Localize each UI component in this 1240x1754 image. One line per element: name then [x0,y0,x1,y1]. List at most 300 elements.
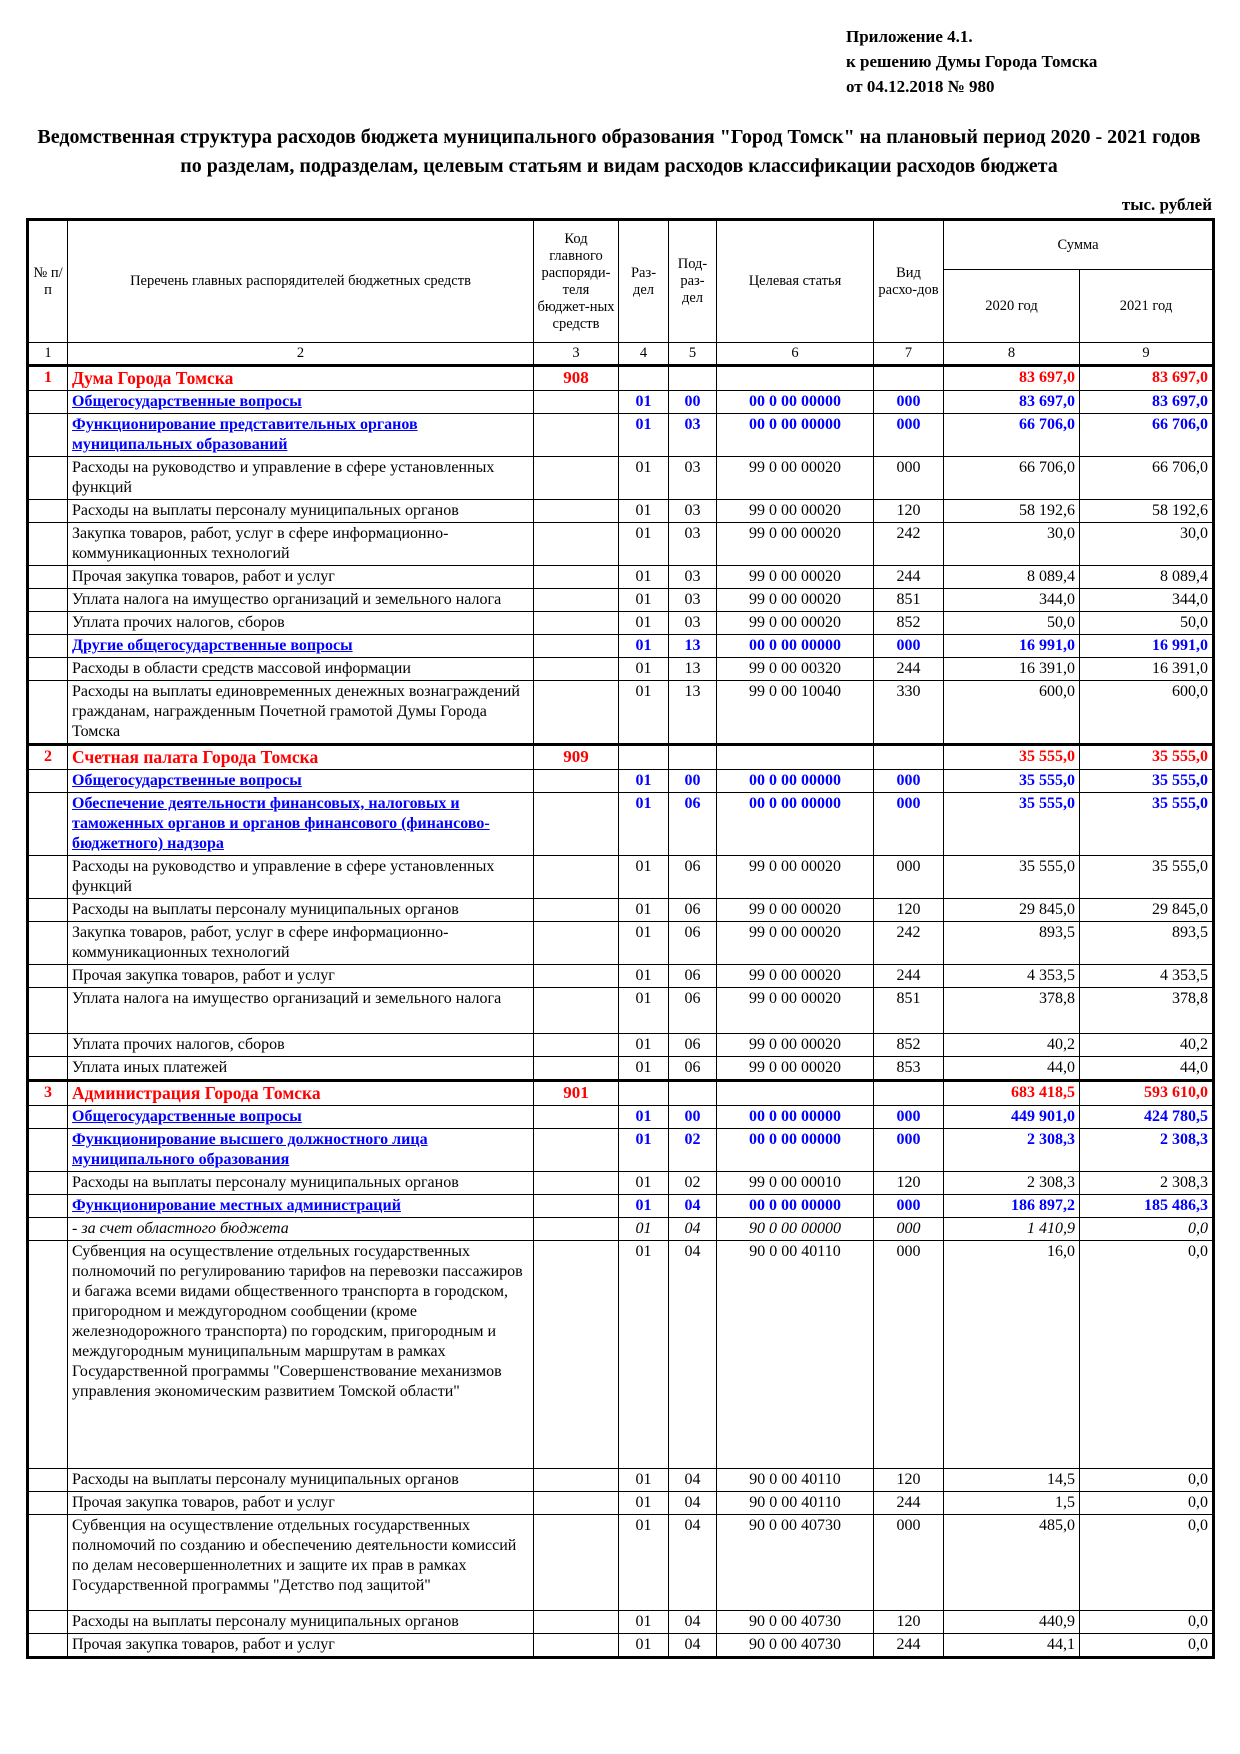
cell-expense-type: 244 [874,965,944,988]
budget-table-body [28,366,1214,1658]
cell-target-article: 00 0 00 00000 [717,1195,874,1218]
cell-sum-2021: 40,2 [1080,1034,1214,1057]
cell-podrazdel: 03 [669,523,717,566]
cell-expense-type: 244 [874,566,944,589]
cell-num [28,589,68,612]
cell-num [28,391,68,414]
cell-sum-2021: 83 697,0 [1080,366,1214,391]
col-number: 1 [28,343,68,366]
col-number: 7 [874,343,944,366]
cell-expense-type: 000 [874,793,944,856]
cell-target-article: 00 0 00 00000 [717,1129,874,1172]
cell-target-article [717,745,874,770]
cell-num [28,1218,68,1241]
cell-target-article: 99 0 00 00020 [717,899,874,922]
cell-sum-2021: 16 991,0 [1080,635,1214,658]
cell-sum-2020: 449 901,0 [944,1106,1080,1129]
cell-sum-2020: 66 706,0 [944,414,1080,457]
cell-podrazdel: 00 [669,1106,717,1129]
table-row [28,1057,1214,1081]
cell-name: Расходы на выплаты персоналу муниципальных органов [68,1469,534,1492]
cell-sum-2021: 600,0 [1080,681,1214,745]
table-row [28,457,1214,500]
cell-expense-type: 852 [874,612,944,635]
cell-code [534,1218,619,1241]
cell-code: 901 [534,1081,619,1106]
cell-target-article: 90 0 00 40110 [717,1469,874,1492]
cell-podrazdel: 13 [669,681,717,745]
cell-code [534,1469,619,1492]
cell-podrazdel: 06 [669,988,717,1034]
cell-podrazdel: 04 [669,1611,717,1634]
cell-code [534,1034,619,1057]
cell-sum-2020: 600,0 [944,681,1080,745]
cell-target-article: 90 0 00 40730 [717,1634,874,1658]
cell-name: Прочая закупка товаров, работ и услуг [68,1492,534,1515]
cell-num [28,793,68,856]
table-row [28,899,1214,922]
subsection-label: Другие общегосударственные вопросы [72,637,353,654]
cell-expense-type: 000 [874,391,944,414]
subsection-label: Функционирование представительных органов муниципальных образований [72,416,418,453]
cell-target-article: 99 0 00 00020 [717,988,874,1034]
cell-code [534,612,619,635]
cell-expense-type: 120 [874,1469,944,1492]
cell-expense-type: 120 [874,1172,944,1195]
subsection-label: Функционирование местных администраций [72,1197,401,1214]
cell-sum-2020: 2 308,3 [944,1129,1080,1172]
cell-name: Уплата иных платежей [68,1057,534,1081]
cell-target-article: 00 0 00 00000 [717,793,874,856]
cell-sum-2021: 50,0 [1080,612,1214,635]
cell-num: 3 [28,1081,68,1106]
cell-podrazdel: 06 [669,793,717,856]
cell-code [534,1634,619,1658]
table-row [28,566,1214,589]
cell-razdel: 01 [619,612,669,635]
cell-num [28,1129,68,1172]
table-row [28,366,1214,391]
cell-target-article: 99 0 00 00020 [717,922,874,965]
header-row-colnums [28,343,1214,366]
cell-target-article: 99 0 00 00020 [717,566,874,589]
cell-expense-type: 244 [874,1492,944,1515]
cell-num [28,414,68,457]
cell-num [28,457,68,500]
cell-sum-2020: 1 410,9 [944,1218,1080,1241]
table-row [28,770,1214,793]
cell-code [534,566,619,589]
cell-expense-type: 000 [874,1195,944,1218]
cell-podrazdel: 00 [669,391,717,414]
cell-razdel: 01 [619,1218,669,1241]
col-number: 3 [534,343,619,366]
cell-razdel: 01 [619,1634,669,1658]
cell-podrazdel: 06 [669,1034,717,1057]
cell-podrazdel: 00 [669,770,717,793]
cell-sum-2020: 83 697,0 [944,391,1080,414]
cell-code [534,1241,619,1469]
cell-num [28,899,68,922]
cell-target-article: 00 0 00 00000 [717,391,874,414]
cell-sum-2021: 0,0 [1080,1611,1214,1634]
cell-expense-type: 120 [874,899,944,922]
cell-name: Субвенция на осуществление отдельных государственных полномочий по регулированию тарифов на перевозки пассажиров и багажа всеми видами общественного транспорта в городском, пригородном и междугородном сообщении (кроме железнодорожного транспорта) по городским, пригородным и междугородным муниципальным маршрутам в рамках Государственной программы "Совершенствование механизмов управления экономическим развитием Томской области" [68,1241,534,1469]
cell-code [534,1057,619,1081]
table-row [28,1081,1214,1106]
table-row [28,681,1214,745]
cell-num [28,658,68,681]
table-row [28,1218,1214,1241]
table-row [28,856,1214,899]
cell-target-article: 99 0 00 00020 [717,856,874,899]
cell-podrazdel: 03 [669,500,717,523]
cell-code [534,1515,619,1611]
cell-name [68,391,534,414]
cell-expense-type: 000 [874,856,944,899]
cell-name: - за счет областного бюджета [68,1218,534,1241]
cell-code [534,1611,619,1634]
cell-name [68,1129,534,1172]
cell-sum-2020: 35 555,0 [944,856,1080,899]
cell-razdel: 01 [619,391,669,414]
cell-num [28,1106,68,1129]
cell-expense-type: 852 [874,1034,944,1057]
cell-razdel: 01 [619,566,669,589]
cell-sum-2020: 683 418,5 [944,1081,1080,1106]
cell-code [534,1106,619,1129]
cell-sum-2020: 2 308,3 [944,1172,1080,1195]
cell-sum-2020: 440,9 [944,1611,1080,1634]
cell-expense-type: 120 [874,1611,944,1634]
col-header-podrazdel: Под-раз-дел [669,220,717,343]
cell-num [28,1634,68,1658]
cell-razdel: 01 [619,523,669,566]
cell-num [28,566,68,589]
cell-expense-type: 330 [874,681,944,745]
cell-expense-type: 853 [874,1057,944,1081]
cell-razdel: 01 [619,1515,669,1611]
cell-sum-2020: 485,0 [944,1515,1080,1611]
cell-podrazdel: 03 [669,457,717,500]
cell-podrazdel: 02 [669,1129,717,1172]
cell-podrazdel: 06 [669,1057,717,1081]
cell-expense-type [874,366,944,391]
cell-code [534,414,619,457]
col-header-expense-type: Вид расхо-дов [874,220,944,343]
subsection-label: Общегосударственные вопросы [72,393,302,410]
cell-name: Уплата налога на имущество организаций и земельного налога [68,589,534,612]
cell-code [534,500,619,523]
cell-expense-type: 000 [874,1106,944,1129]
table-row [28,500,1214,523]
cell-name: Прочая закупка товаров, работ и услуг [68,566,534,589]
cell-sum-2021: 0,0 [1080,1634,1214,1658]
cell-sum-2020: 66 706,0 [944,457,1080,500]
subsection-label: Общегосударственные вопросы [72,772,302,789]
cell-name: Уплата налога на имущество организаций и земельного налога [68,988,534,1034]
cell-target-article: 99 0 00 00320 [717,658,874,681]
cell-podrazdel [669,1081,717,1106]
cell-podrazdel: 03 [669,414,717,457]
cell-name: Расходы на выплаты единовременных денежных вознаграждений гражданам, награжденным Почетной грамотой Думы Города Томска [68,681,534,745]
cell-sum-2020: 344,0 [944,589,1080,612]
cell-sum-2021: 0,0 [1080,1218,1214,1241]
cell-code [534,391,619,414]
table-row [28,414,1214,457]
cell-razdel: 01 [619,899,669,922]
cell-podrazdel: 02 [669,1172,717,1195]
cell-name: Расходы на руководство и управление в сфере установленных функций [68,856,534,899]
cell-expense-type: 851 [874,589,944,612]
cell-razdel: 01 [619,414,669,457]
cell-sum-2021: 58 192,6 [1080,500,1214,523]
cell-name [68,770,534,793]
subsection-label: Общегосударственные вопросы [72,1108,302,1125]
cell-num [28,965,68,988]
cell-razdel [619,745,669,770]
cell-num [28,681,68,745]
header-row [28,220,1214,270]
cell-sum-2021: 344,0 [1080,589,1214,612]
cell-name: Уплата прочих налогов, сборов [68,1034,534,1057]
cell-name: Расходы на руководство и управление в сфере установленных функций [68,457,534,500]
cell-code [534,658,619,681]
cell-name [68,1195,534,1218]
cell-name: Расходы на выплаты персоналу муниципальных органов [68,500,534,523]
cell-sum-2021: 424 780,5 [1080,1106,1214,1129]
cell-sum-2020: 30,0 [944,523,1080,566]
cell-razdel: 01 [619,1469,669,1492]
cell-num [28,856,68,899]
cell-num [28,1241,68,1469]
col-header-summa: Сумма [944,220,1214,270]
table-row [28,1611,1214,1634]
cell-sum-2020: 50,0 [944,612,1080,635]
cell-code [534,681,619,745]
cell-sum-2021: 35 555,0 [1080,745,1214,770]
cell-target-article: 99 0 00 00020 [717,523,874,566]
cell-target-article: 00 0 00 00000 [717,1106,874,1129]
cell-razdel: 01 [619,1195,669,1218]
cell-name [68,793,534,856]
cell-podrazdel: 04 [669,1469,717,1492]
appendix-line: Приложение 4.1. [846,27,973,46]
table-row [28,523,1214,566]
table-row [28,612,1214,635]
cell-name: Субвенция на осуществление отдельных государственных полномочий по созданию и обеспечению деятельности комиссий по делам несовершеннолетних и защите их прав в рамках Государственной программы "Детство под защитой" [68,1515,534,1611]
table-row [28,745,1214,770]
cell-sum-2021: 0,0 [1080,1492,1214,1515]
cell-sum-2021: 35 555,0 [1080,770,1214,793]
cell-podrazdel: 04 [669,1634,717,1658]
col-number: 6 [717,343,874,366]
cell-name: Прочая закупка товаров, работ и услуг [68,1634,534,1658]
cell-code [534,856,619,899]
cell-sum-2021: 8 089,4 [1080,566,1214,589]
table-row [28,965,1214,988]
table-row [28,589,1214,612]
subsection-label: Обеспечение деятельности финансовых, налоговых и таможенных органов и органов финансового (финансово-бюджетного) надзора [72,795,490,852]
document-title: Ведомственная структура расходов бюджета муниципального образования "Город Томск" на плановый период 2020 - 2021 годов по разделам, подразделам, целевым статьям и видам расходов классификации расходов бюджета [37,126,1201,177]
table-row [28,922,1214,965]
cell-num [28,500,68,523]
cell-expense-type: 000 [874,457,944,500]
cell-razdel: 01 [619,457,669,500]
cell-podrazdel: 06 [669,856,717,899]
cell-expense-type: 000 [874,635,944,658]
cell-name: Закупка товаров, работ, услуг в сфере информационно-коммуникационных технологий [68,922,534,965]
cell-target-article: 99 0 00 00020 [717,1057,874,1081]
cell-podrazdel: 03 [669,612,717,635]
cell-code [534,1129,619,1172]
table-row [28,1241,1214,1469]
cell-sum-2021: 35 555,0 [1080,856,1214,899]
cell-code [534,1492,619,1515]
cell-num: 2 [28,745,68,770]
cell-podrazdel: 04 [669,1241,717,1469]
cell-sum-2021: 378,8 [1080,988,1214,1034]
cell-expense-type: 242 [874,922,944,965]
cell-expense-type: 244 [874,1634,944,1658]
appendix-line: к решению Думы Города Томска [846,52,1098,71]
cell-code: 909 [534,745,619,770]
cell-podrazdel: 03 [669,566,717,589]
cell-razdel [619,1081,669,1106]
col-header-2021: 2021 год [1080,270,1214,343]
cell-name: Расходы на выплаты персоналу муниципальных органов [68,1172,534,1195]
cell-num [28,922,68,965]
cell-code [534,1195,619,1218]
cell-sum-2020: 35 555,0 [944,745,1080,770]
cell-sum-2020: 40,2 [944,1034,1080,1057]
col-header-2020: 2020 год [944,270,1080,343]
cell-num [28,1172,68,1195]
cell-sum-2020: 1,5 [944,1492,1080,1515]
cell-sum-2020: 35 555,0 [944,770,1080,793]
col-number: 4 [619,343,669,366]
appendix-line: от 04.12.2018 № 980 [846,77,995,96]
cell-num [28,1492,68,1515]
cell-name: Счетная палата Города Томска [68,745,534,770]
cell-target-article [717,1081,874,1106]
cell-code [534,635,619,658]
cell-podrazdel: 06 [669,922,717,965]
table-row [28,1469,1214,1492]
cell-sum-2021: 185 486,3 [1080,1195,1214,1218]
cell-razdel: 01 [619,589,669,612]
cell-podrazdel: 04 [669,1492,717,1515]
cell-sum-2021: 4 353,5 [1080,965,1214,988]
cell-name: Закупка товаров, работ, услуг в сфере информационно-коммуникационных технологий [68,523,534,566]
cell-target-article: 90 0 00 40110 [717,1241,874,1469]
cell-target-article: 90 0 00 00000 [717,1218,874,1241]
cell-code [534,457,619,500]
cell-target-article: 00 0 00 00000 [717,414,874,457]
col-header-code: Код главного распоряди-теля бюджет-ных средств [534,220,619,343]
cell-code [534,922,619,965]
cell-num [28,612,68,635]
cell-razdel [619,366,669,391]
cell-target-article: 99 0 00 00020 [717,589,874,612]
cell-podrazdel: 04 [669,1515,717,1611]
table-row [28,1634,1214,1658]
table-row [28,1106,1214,1129]
cell-target-article: 99 0 00 00020 [717,457,874,500]
cell-podrazdel: 13 [669,635,717,658]
cell-sum-2020: 44,0 [944,1057,1080,1081]
col-header-name: Перечень главных распорядителей бюджетных средств [68,220,534,343]
cell-podrazdel: 03 [669,589,717,612]
cell-razdel: 01 [619,922,669,965]
table-row [28,1172,1214,1195]
cell-target-article: 99 0 00 00010 [717,1172,874,1195]
cell-sum-2021: 2 308,3 [1080,1172,1214,1195]
table-row [28,635,1214,658]
cell-razdel: 01 [619,1106,669,1129]
cell-podrazdel: 06 [669,965,717,988]
cell-name: Прочая закупка товаров, работ и услуг [68,965,534,988]
cell-razdel: 01 [619,770,669,793]
cell-sum-2020: 893,5 [944,922,1080,965]
cell-name: Расходы на выплаты персоналу муниципальных органов [68,899,534,922]
cell-razdel: 01 [619,1129,669,1172]
col-header-razdel: Раз-дел [619,220,669,343]
cell-expense-type: 000 [874,1241,944,1469]
cell-expense-type [874,745,944,770]
col-header-num: № п/п [28,220,68,343]
cell-sum-2021: 66 706,0 [1080,414,1214,457]
table-row [28,1034,1214,1057]
cell-num [28,1034,68,1057]
col-header-target-article: Целевая статья [717,220,874,343]
cell-razdel: 01 [619,1241,669,1469]
cell-razdel: 01 [619,793,669,856]
cell-podrazdel: 13 [669,658,717,681]
cell-code [534,988,619,1034]
cell-razdel: 01 [619,1611,669,1634]
cell-razdel: 01 [619,988,669,1034]
cell-razdel: 01 [619,500,669,523]
cell-razdel: 01 [619,1492,669,1515]
cell-sum-2020: 16 391,0 [944,658,1080,681]
cell-code: 908 [534,366,619,391]
cell-podrazdel [669,745,717,770]
cell-code [534,1172,619,1195]
cell-podrazdel: 06 [669,899,717,922]
cell-expense-type: 242 [874,523,944,566]
cell-podrazdel: 04 [669,1218,717,1241]
cell-expense-type: 000 [874,1129,944,1172]
cell-name: Расходы в области средств массовой информации [68,658,534,681]
cell-expense-type: 120 [874,500,944,523]
cell-sum-2021: 35 555,0 [1080,793,1214,856]
cell-sum-2021: 30,0 [1080,523,1214,566]
cell-razdel: 01 [619,856,669,899]
col-number: 8 [944,343,1080,366]
cell-sum-2021: 83 697,0 [1080,391,1214,414]
cell-expense-type: 851 [874,988,944,1034]
cell-razdel: 01 [619,965,669,988]
table-row [28,658,1214,681]
cell-num [28,635,68,658]
cell-sum-2021: 593 610,0 [1080,1081,1214,1106]
cell-sum-2020: 186 897,2 [944,1195,1080,1218]
table-row [28,793,1214,856]
cell-sum-2020: 8 089,4 [944,566,1080,589]
cell-sum-2021: 0,0 [1080,1241,1214,1469]
cell-sum-2021: 2 308,3 [1080,1129,1214,1172]
